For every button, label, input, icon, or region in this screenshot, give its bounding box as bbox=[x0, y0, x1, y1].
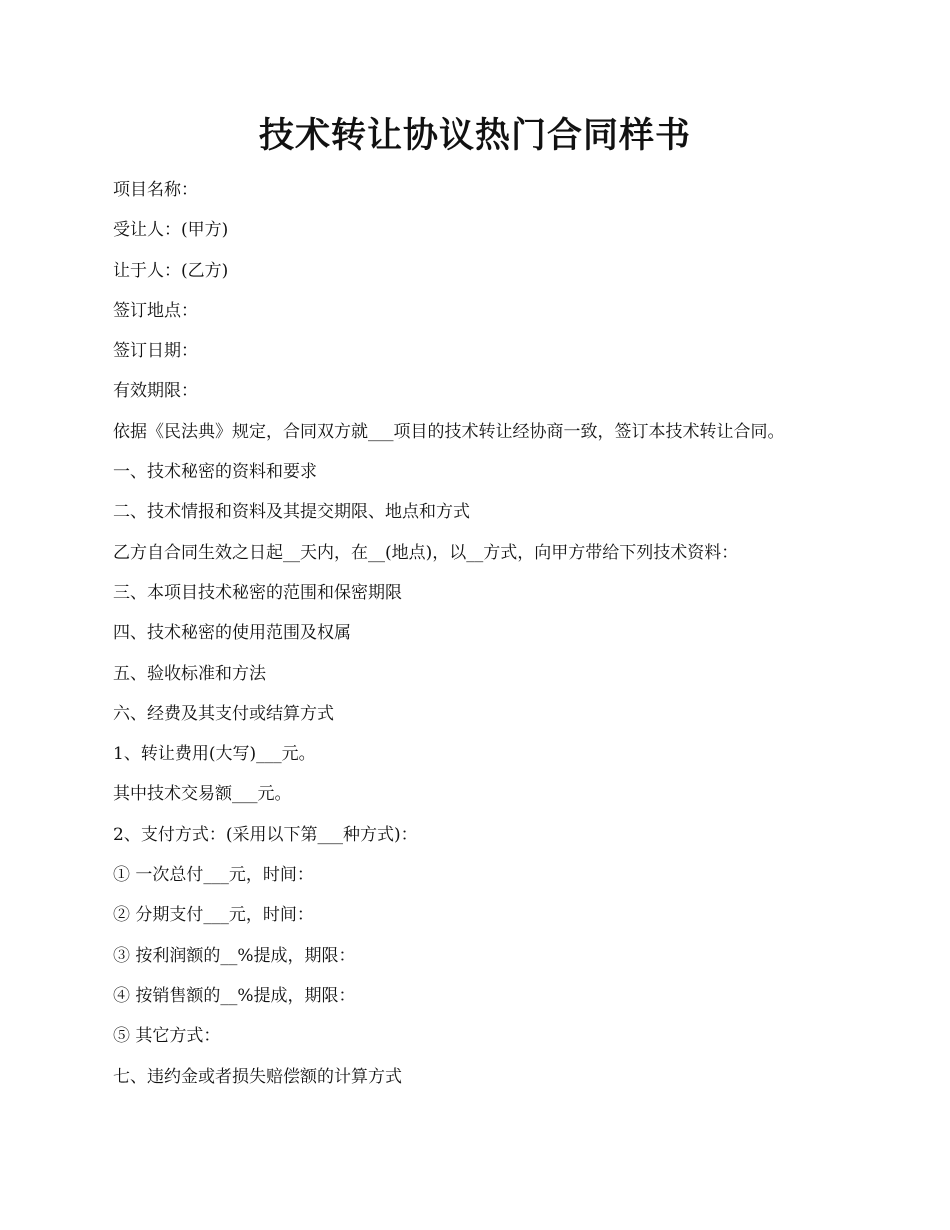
payment-option-4: ④ 按销售额的__%提成，期限： bbox=[113, 985, 356, 1006]
field-validity-period: 有效期限： bbox=[113, 381, 198, 402]
document-body bbox=[113, 170, 873, 1097]
section-heading-4: 四、技术秘密的使用范围及权属 bbox=[113, 623, 351, 644]
payment-option-2: ② 分期支付___元，时间： bbox=[113, 905, 314, 926]
section-heading-1: 一、技术秘密的资料和要求 bbox=[113, 462, 317, 483]
payment-option-1: ① 一次总付___元，时间： bbox=[113, 865, 314, 886]
field-transferor: 让于人：(乙方) bbox=[113, 260, 229, 281]
clause-payment-method: 2、支付方式：(采用以下第___种方式)： bbox=[113, 824, 418, 845]
field-signing-place: 签订地点： bbox=[113, 300, 198, 321]
field-project-name: 项目名称： bbox=[113, 180, 198, 200]
section-heading-2: 二、技术情报和资料及其提交期限、地点和方式 bbox=[113, 502, 470, 523]
section-heading-5: 五、验收标准和方法 bbox=[113, 663, 266, 684]
document-title: 技术转让协议热门合同样书 bbox=[258, 115, 691, 156]
payment-option-5: ⑤ 其它方式： bbox=[113, 1026, 221, 1047]
clause-transaction-amount: 其中技术交易额___元。 bbox=[113, 784, 292, 805]
delivery-paragraph: 乙方自合同生效之日起__天内，在__(地点)，以__方式，向甲方带给下列技术资料： bbox=[113, 542, 739, 563]
payment-option-3: ③ 按利润额的__%提成，期限： bbox=[113, 945, 356, 966]
clause-transfer-fee: 1、转让费用(大写)___元。 bbox=[113, 744, 316, 765]
section-heading-3: 三、本项目技术秘密的范围和保密期限 bbox=[113, 582, 402, 603]
preamble-paragraph: 依据《民法典》规定，合同双方就___项目的技术转让经协商一致，签订本技术转让合同。 bbox=[113, 421, 785, 442]
section-heading-7: 七、违约金或者损失赔偿额的计算方式 bbox=[113, 1066, 402, 1087]
field-transferee: 受让人：(甲方) bbox=[113, 220, 229, 241]
field-signing-date: 签订日期： bbox=[113, 341, 198, 362]
section-heading-6: 六、经费及其支付或结算方式 bbox=[113, 703, 334, 724]
